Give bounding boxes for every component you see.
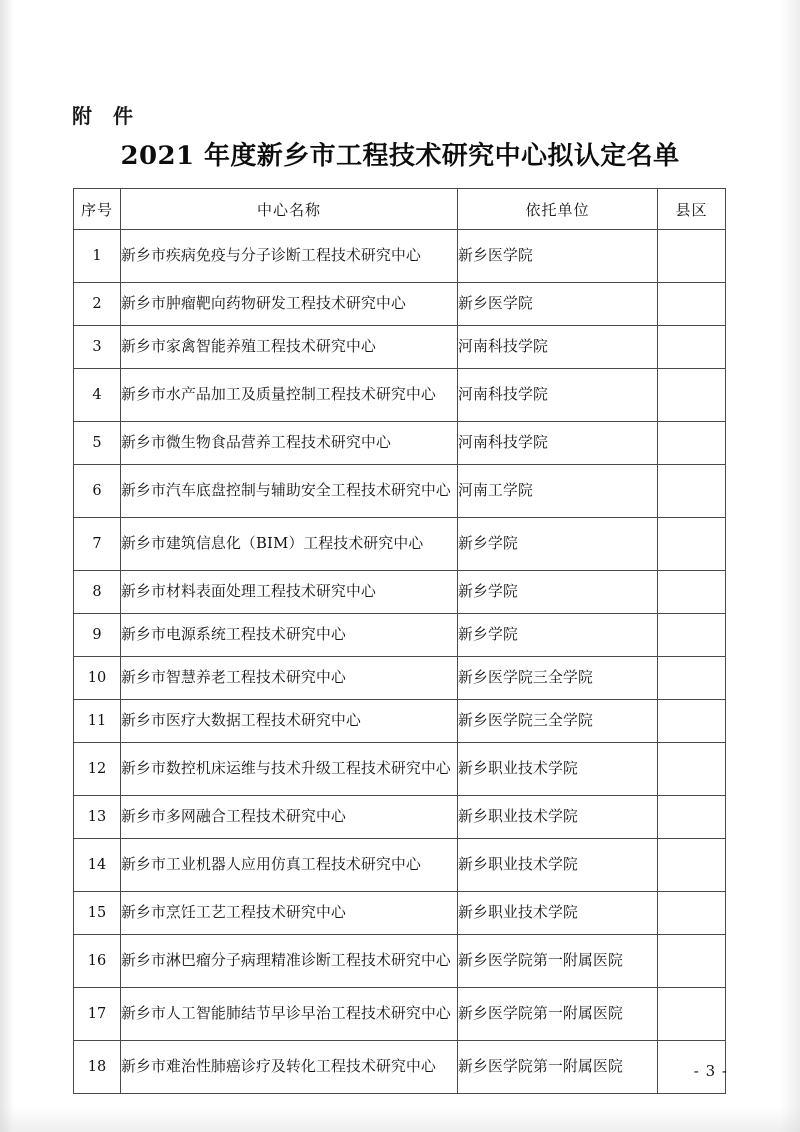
cell-center-name: 新乡市家禽智能养殖工程技术研究中心 [121,326,458,369]
table-row [74,743,726,796]
cell-supporting-unit: 新乡医学院三全学院 [458,657,658,700]
cell-sequence-number: 11 [74,700,121,743]
table-row [74,326,726,369]
cell-supporting-unit: 新乡医学院 [458,230,658,283]
cell-sequence-number: 2 [74,283,121,326]
table-row [74,892,726,935]
cell-supporting-unit: 新乡医学院三全学院 [458,700,658,743]
cell-center-name: 新乡市难治性肺癌诊疗及转化工程技术研究中心 [121,1041,458,1094]
cell-county-district [658,743,726,796]
cell-county-district [658,657,726,700]
cell-center-name: 新乡市微生物食品营养工程技术研究中心 [121,422,458,465]
cell-sequence-number: 12 [74,743,121,796]
column-header-area: 县区 [658,189,726,230]
cell-center-name: 新乡市数控机床运维与技术升级工程技术研究中心 [121,743,458,796]
table-row [74,230,726,283]
cell-center-name: 新乡市淋巴瘤分子病理精准诊断工程技术研究中心 [121,935,458,988]
cell-center-name: 新乡市工业机器人应用仿真工程技术研究中心 [121,839,458,892]
table-row [74,700,726,743]
attachment-label: 附 件 [72,104,140,128]
cell-sequence-number: 5 [74,422,121,465]
cell-county-district [658,465,726,518]
cell-supporting-unit: 河南科技学院 [458,369,658,422]
table-header [74,189,726,230]
table-row [74,369,726,422]
page-number: - 3 - [693,1062,728,1080]
table-row [74,796,726,839]
table-row [74,657,726,700]
cell-county-district [658,571,726,614]
cell-center-name: 新乡市医疗大数据工程技术研究中心 [121,700,458,743]
cell-county-district [658,839,726,892]
table-row [74,1041,726,1094]
cell-supporting-unit: 新乡医学院第一附属医院 [458,988,658,1041]
cell-center-name: 新乡市电源系统工程技术研究中心 [121,614,458,657]
cell-county-district [658,614,726,657]
cell-sequence-number: 14 [74,839,121,892]
cell-supporting-unit: 河南工学院 [458,465,658,518]
table-row [74,614,726,657]
cell-sequence-number: 1 [74,230,121,283]
table-row [74,988,726,1041]
cell-county-district [658,892,726,935]
cell-sequence-number: 16 [74,935,121,988]
cell-center-name: 新乡市多网融合工程技术研究中心 [121,796,458,839]
cell-center-name: 新乡市肿瘤靶向药物研发工程技术研究中心 [121,283,458,326]
cell-county-district [658,518,726,571]
cell-supporting-unit: 新乡职业技术学院 [458,796,658,839]
cell-supporting-unit: 新乡职业技术学院 [458,839,658,892]
cell-sequence-number: 17 [74,988,121,1041]
column-header-unit: 依托单位 [458,189,658,230]
table-row [74,839,726,892]
cell-center-name: 新乡市水产品加工及质量控制工程技术研究中心 [121,369,458,422]
cell-supporting-unit: 新乡医学院 [458,283,658,326]
page-title: 2021 年度新乡市工程技术研究中心拟认定名单 [120,141,680,171]
table-header-row [74,189,726,230]
cell-sequence-number: 13 [74,796,121,839]
cell-center-name: 新乡市汽车底盘控制与辅助安全工程技术研究中心 [121,465,458,518]
cell-county-district [658,988,726,1041]
cell-sequence-number: 4 [74,369,121,422]
cell-sequence-number: 18 [74,1041,121,1094]
cell-sequence-number: 10 [74,657,121,700]
cell-supporting-unit: 新乡学院 [458,518,658,571]
cell-county-district [658,796,726,839]
cell-county-district [658,422,726,465]
cell-sequence-number: 9 [74,614,121,657]
cell-county-district [658,230,726,283]
cell-center-name: 新乡市烹饪工艺工程技术研究中心 [121,892,458,935]
table-row [74,571,726,614]
cell-sequence-number: 6 [74,465,121,518]
cell-sequence-number: 8 [74,571,121,614]
cell-sequence-number: 15 [74,892,121,935]
table-row [74,518,726,571]
table-row [74,935,726,988]
cell-center-name: 新乡市人工智能肺结节早诊早治工程技术研究中心 [121,988,458,1041]
cell-supporting-unit: 新乡职业技术学院 [458,892,658,935]
cell-supporting-unit: 河南科技学院 [458,422,658,465]
cell-county-district [658,700,726,743]
cell-center-name: 新乡市智慧养老工程技术研究中心 [121,657,458,700]
column-header-name: 中心名称 [121,189,458,230]
cell-county-district [658,935,726,988]
research-center-list-table [73,188,726,1094]
cell-county-district [658,326,726,369]
cell-county-district [658,369,726,422]
cell-supporting-unit: 新乡医学院第一附属医院 [458,1041,658,1094]
cell-center-name: 新乡市材料表面处理工程技术研究中心 [121,571,458,614]
cell-supporting-unit: 新乡学院 [458,571,658,614]
cell-supporting-unit: 新乡职业技术学院 [458,743,658,796]
cell-center-name: 新乡市疾病免疫与分子诊断工程技术研究中心 [121,230,458,283]
cell-center-name: 新乡市建筑信息化（BIM）工程技术研究中心 [121,518,458,571]
table-row [74,283,726,326]
cell-county-district [658,283,726,326]
cell-supporting-unit: 河南科技学院 [458,326,658,369]
table-body [74,230,726,1094]
table-row [74,465,726,518]
cell-supporting-unit: 新乡医学院第一附属医院 [458,935,658,988]
cell-supporting-unit: 新乡学院 [458,614,658,657]
cell-sequence-number: 3 [74,326,121,369]
column-header-seq: 序号 [74,189,121,230]
cell-sequence-number: 7 [74,518,121,571]
table-row [74,422,726,465]
